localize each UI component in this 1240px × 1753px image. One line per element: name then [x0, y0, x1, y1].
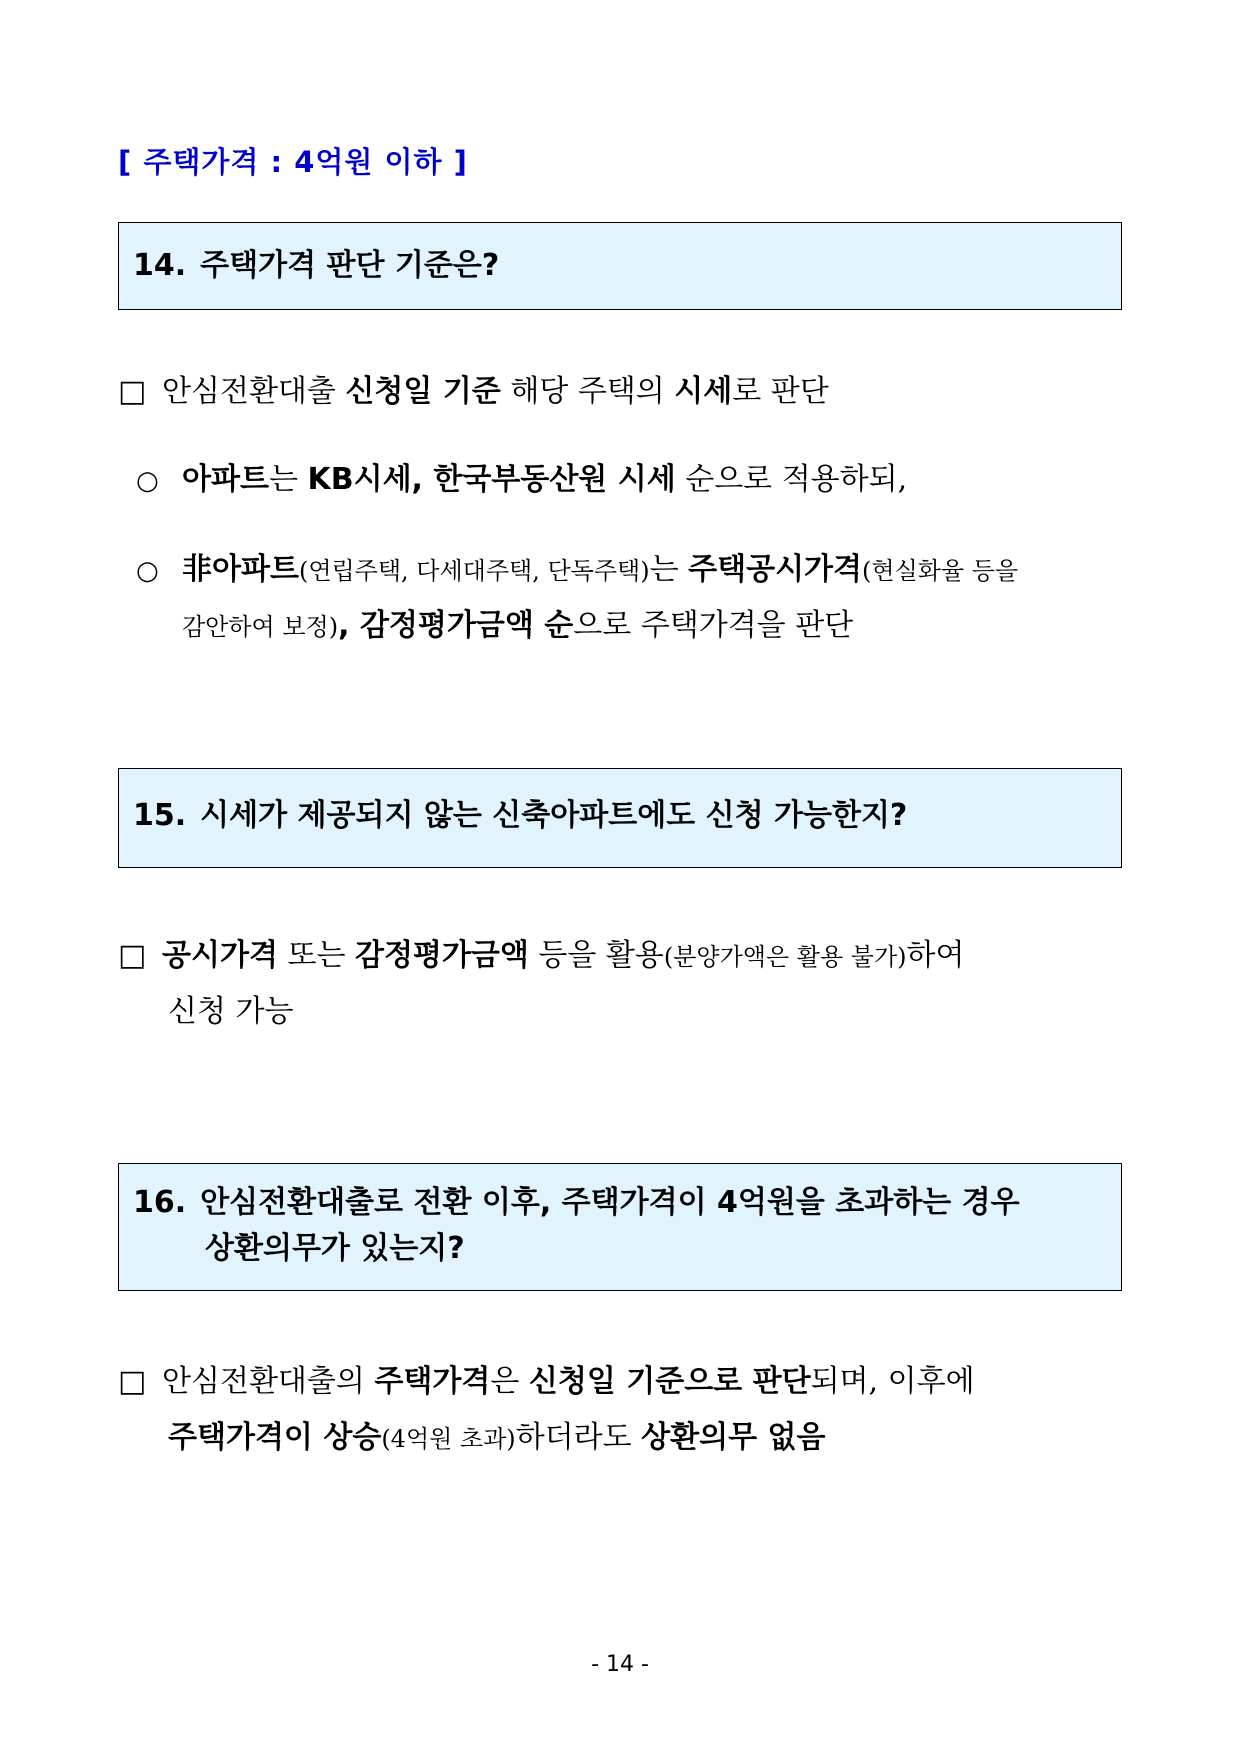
circle-bullet-icon: ○: [136, 466, 159, 496]
answer-14-sub-2: ○ 非아파트(연립주택, 다세대주택, 단독주택)는 주택공시가격(현실화율 등을: [136, 552, 1019, 587]
checkbox-square-icon: □: [118, 938, 147, 973]
question-15: [133, 791, 1107, 841]
question-number: 15.: [133, 798, 187, 833]
question-box-14: [118, 222, 1122, 310]
answer-15: □ 공시가격 또는 감정평가금액 등을 활용(분양가액은 활용 불가)하여: [118, 938, 965, 973]
page-number: - 14 -: [591, 1652, 649, 1677]
answer-14-sub-2-cont: 감안하여 보정), 감정평가금액 순으로 주택가격을 판단: [182, 608, 854, 643]
question-text-line-1: 안심전환대출로 전환 이후, 주택가격이 4억원을 초과하는 경우: [200, 1185, 1020, 1220]
circle-bullet-icon: ○: [136, 556, 159, 586]
answer-14-sub-1: ○ 아파트는 KB시세, 한국부동산원 시세 순으로 적용하되,: [136, 462, 908, 497]
question-14: [133, 241, 1107, 291]
answer-15-cont: 신청 가능: [168, 994, 294, 1029]
question-number: 16.: [133, 1185, 187, 1220]
question-box-16: [118, 1163, 1122, 1291]
checkbox-square-icon: □: [118, 374, 147, 409]
answer-14: □ 안심전환대출 신청일 기준 해당 주택의 시세로 판단: [118, 374, 829, 409]
section-title: [ 주택가격 : 4억원 이하 ]: [118, 145, 468, 179]
checkbox-square-icon: □: [118, 1364, 147, 1399]
answer-16: □ 안심전환대출의 주택가격은 신청일 기준으로 판단되며, 이후에: [118, 1364, 975, 1399]
question-text: 주택가격 판단 기준은?: [200, 248, 500, 283]
question-16: [133, 1180, 1107, 1272]
question-number: 14.: [133, 248, 187, 283]
question-box-15: [118, 768, 1122, 868]
question-text: 시세가 제공되지 않는 신축아파트에도 신청 가능한지?: [200, 798, 908, 833]
answer-16-cont: 주택가격이 상승(4억원 초과)하더라도 상환의무 없음: [168, 1420, 826, 1455]
question-text-line-2: 상환의무가 있는지?: [205, 1231, 465, 1266]
